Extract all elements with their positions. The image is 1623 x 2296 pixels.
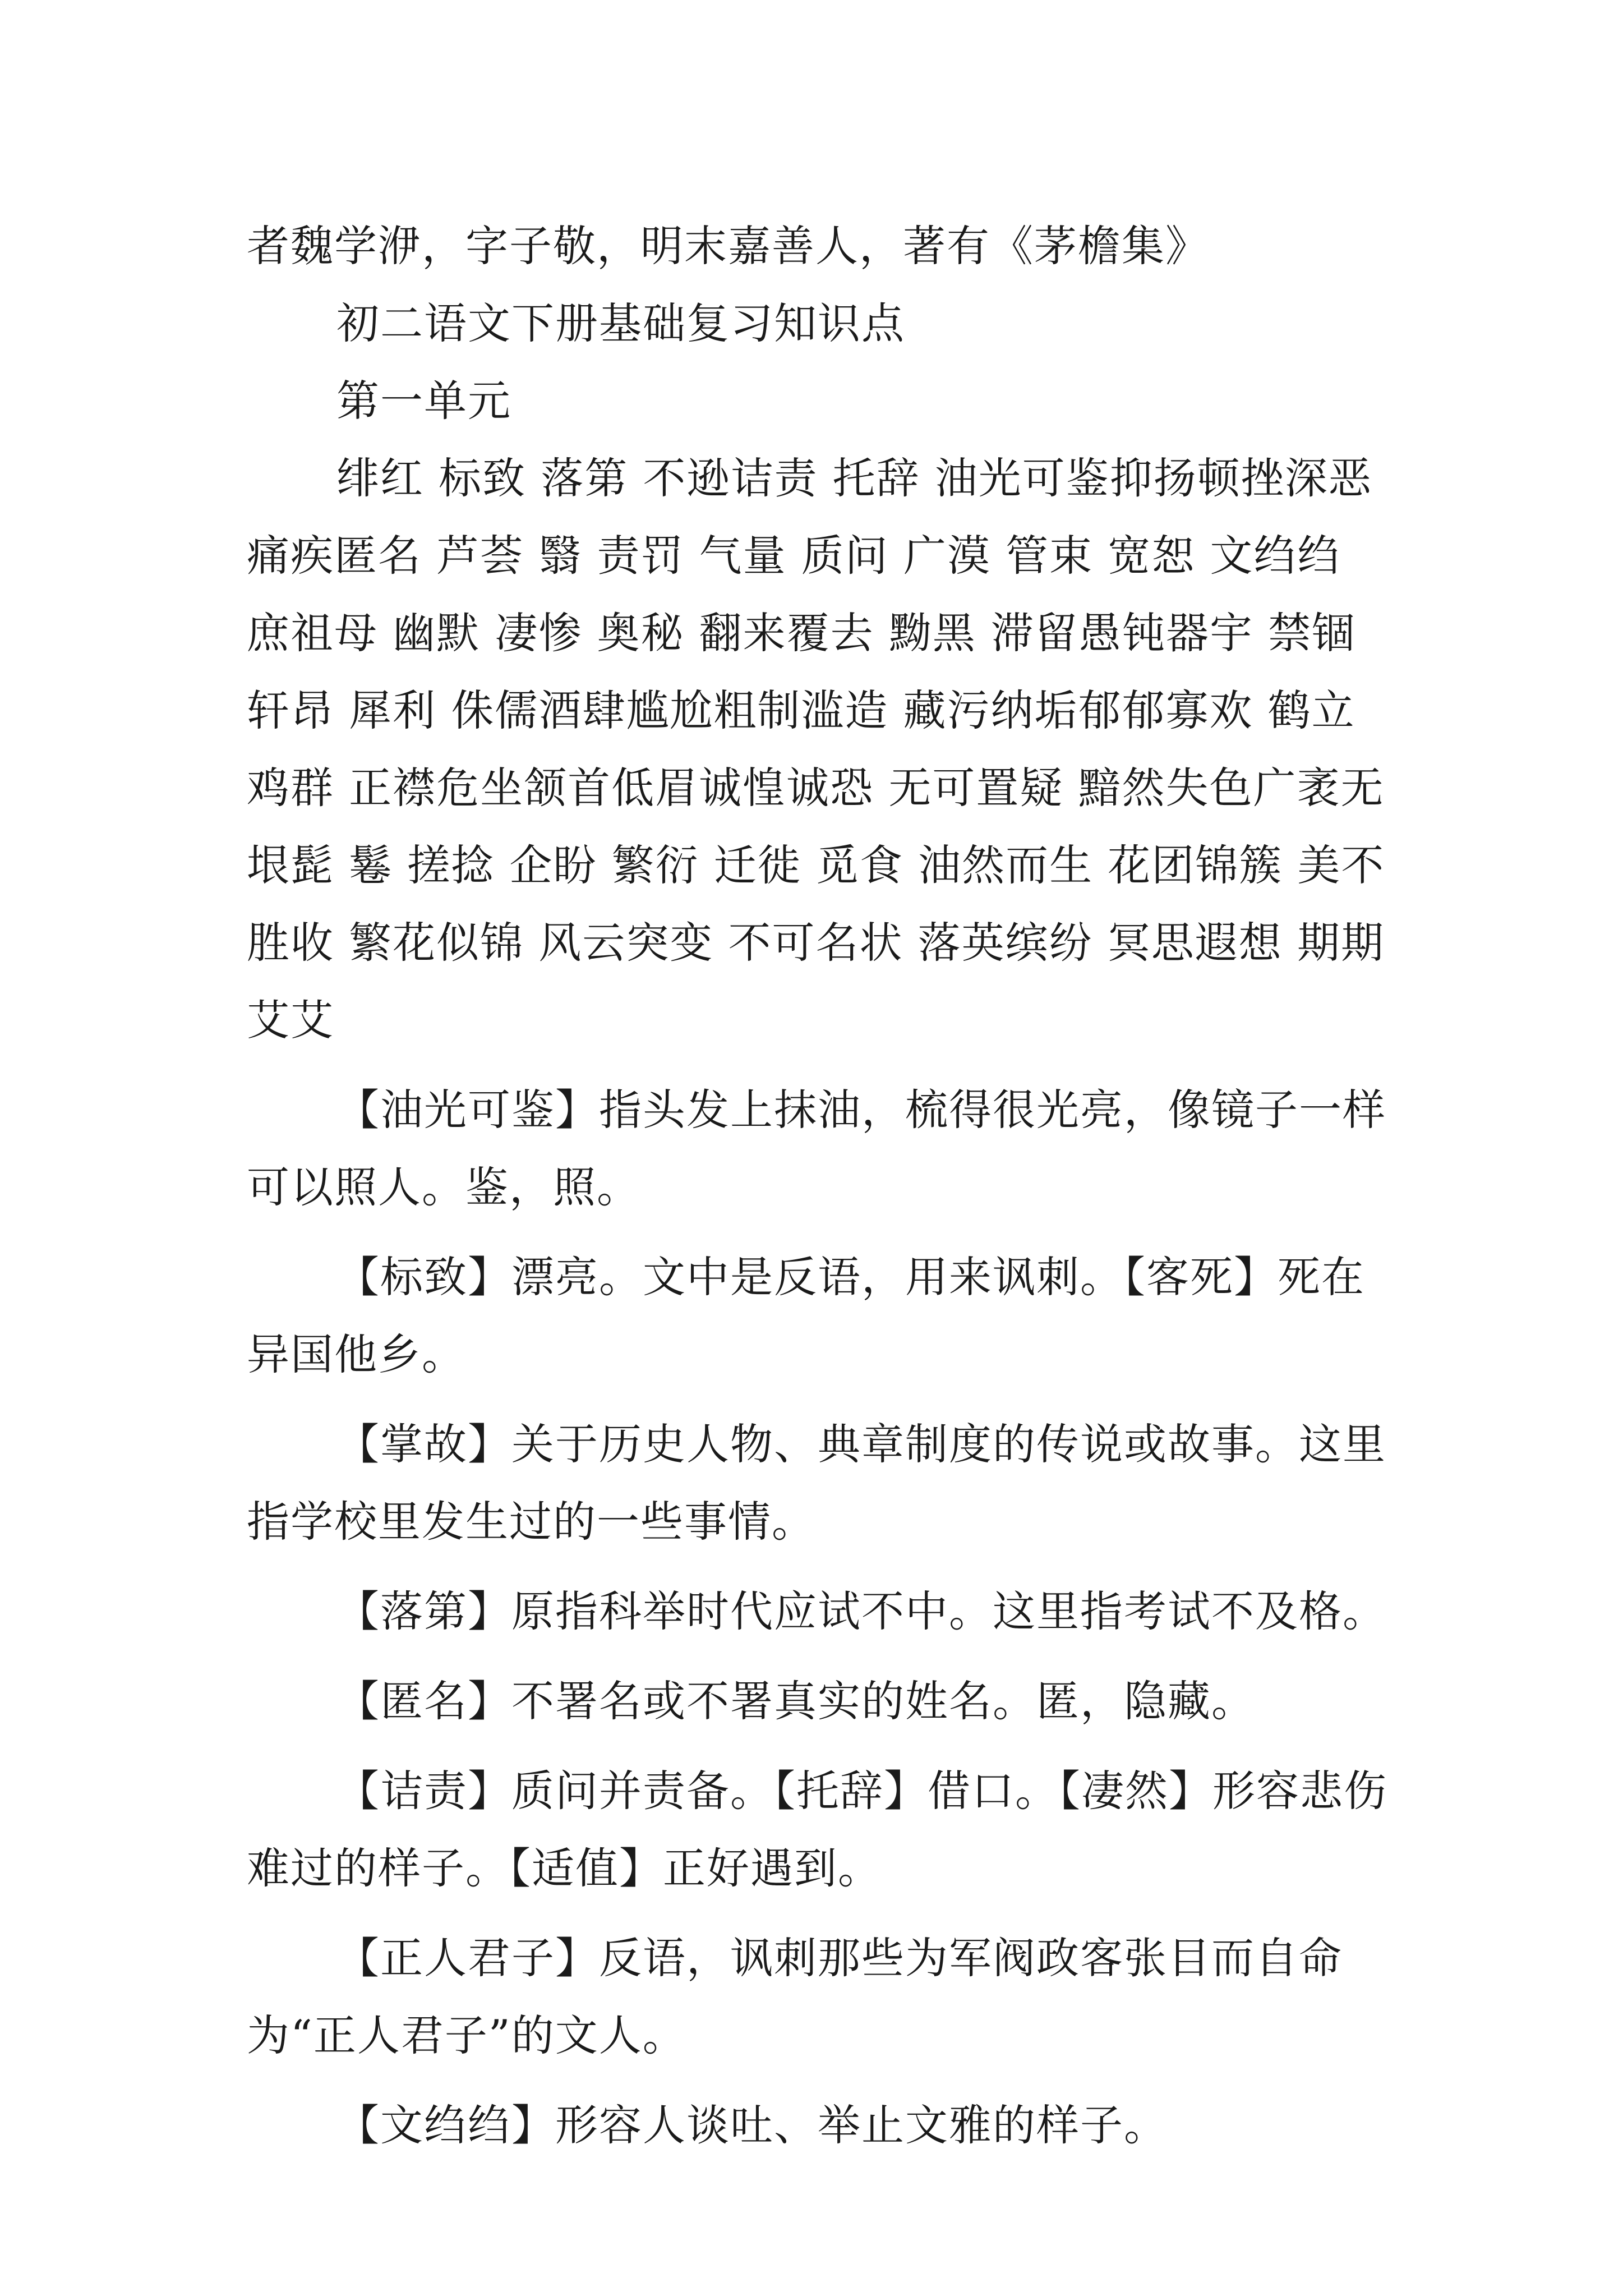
entry-biaozhi: 【标致】漂亮。文中是反语，用来讽刺。【客死】死在异国他乡。 [247,1252,1365,1379]
entry-luodi: 【落第】原指科举时代应试不中。这里指考试不及格。 [336,1586,1386,1636]
section-heading: 初二语文下册基础复习知识点 [336,298,905,348]
entry-jieze: 【诘责】质问并责备。【托辞】借口。【凄然】形容悲伤难过的样子。【适值】正好遇到。 [247,1766,1387,1893]
entry-zhengrenjunzi: 【正人君子】反语，讽刺那些为军阀政客张目而自命为“正人君子”的文人。 [247,1933,1343,2060]
carryover-line: 者魏学洢，字子敬，明末嘉善人，著有《茅檐集》 [247,221,1209,271]
entry-youguangkejian: 【油光可鉴】指头发上抹油，梳得很光亮，像镜子一样可以照人。鉴，照。 [247,1085,1386,1212]
unit-title: 第一单元 [336,376,511,426]
vocab-list: 绯红 标致 落第 不逊诘责 托辞 油光可鉴抑扬顿挫深恶痛疾匿名 芦荟 翳 责罚 气量 质问 广漠 管束 宽恕 文绉绉 庶祖母 幽默 凄惨 奥秘 翻来覆去 黝黑 滞留愚钝器宇 禁锢轩昂 犀利 侏儒酒肆尴尬粗制滥造 藏污纳垢郁郁寡欢 鹤立鸡群 正襟危坐颔首低眉诚惶诚恐 无可置疑 黯然失色广袤无垠髭 鬈 搓捻 企盼 繁衍 迁徙 觅食 油然而生 花团锦簇 美不胜收 繁花似锦 风云突变 不可名状 落英缤纷 冥思遐想 期期艾艾 [247,453,1385,1045]
document-body [247,208,1391,2164]
entry-niming: 【匿名】不署名或不署真实的姓名。匿，隐藏。 [336,1676,1255,1726]
entry-zhanggu: 【掌故】关于历史人物、典章制度的传说或故事。这里指学校里发生过的一些事情。 [247,1419,1386,1547]
entry-wenzhouzhou: 【文绉绉】形容人谈吐、举止文雅的样子。 [336,2100,1168,2150]
